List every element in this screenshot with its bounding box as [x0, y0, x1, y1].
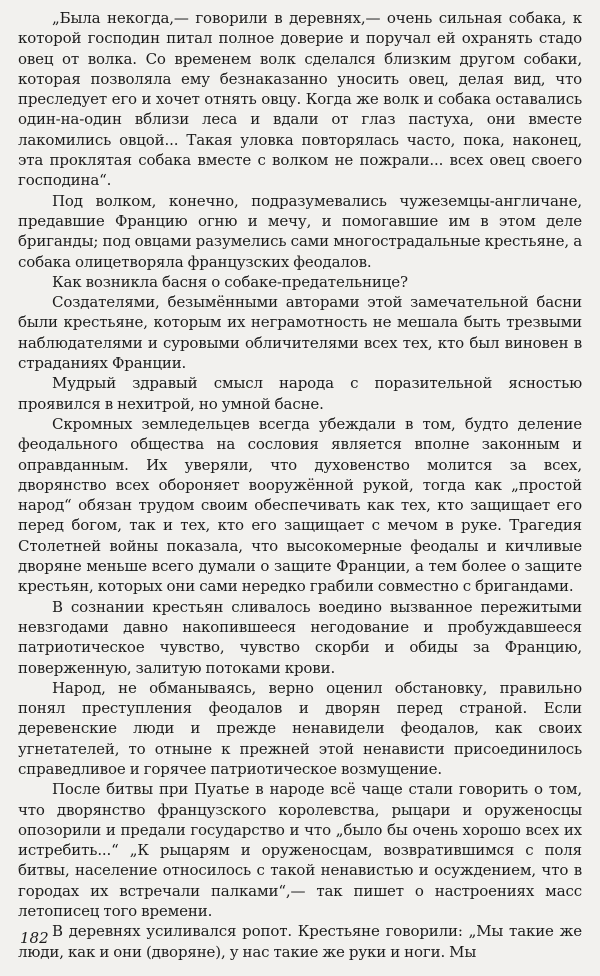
- paragraph-consciousness: В сознании крестьян сливалось воедино вызванное пережитыми невзгодами давно накопившееся негодование и пробуждавшееся патриотическое чувство, чувство скорби и обиды за Францию, поверженную, залитую потоками крови.: [18, 597, 582, 677]
- page-number: 182: [20, 929, 49, 947]
- paragraph-question: Как возникла басня о собаке-предательнице?: [52, 272, 408, 291]
- paragraph-people: Народ, не обманываясь, верно оценил обстановку, правильно понял преступления феодалов и дворян перед страной. Если деревенские люди и прежде ненавидели феодалов, как своих угнетателей, то отныне к прежней этой ненависти присоединилось справедливое и горячее патриотическое возмущение.: [18, 678, 582, 778]
- paragraph-authors: Создателями, безымёнными авторами этой замечательной басни были крестьяне, которым их неграмотность не мешала быть трезвыми наблюдателями и суровыми обличителями всех тех, кто был виновен в страданиях Франции.: [18, 293, 582, 373]
- paragraph-interpretation: Под волком, конечно, подразумевались чужеземцы-англичане, предавшие Францию огню и мечу, и помогавшие им в этом деле бриганды; под овцами разумелись сами многострадальные крестьяне, а собака олицетворяла французских феодалов.: [18, 191, 582, 271]
- paragraph-fable: „Была некогда,— говорили в деревнях,— очень сильная собака, к которой господин питал полное доверие и поручал ей охранять стадо овец от волка. Со временем волк сделался близким другом собаки, которая позволяла ему безнаказанно уносить овец, делая вид, что преследует его и хочет отнять овцу. Когда же волк и собака оставались один-на-один вблизи леса и вдали от глаз пастуха, они вместе лакомились овцой... Такая уловка повторялась часто, пока, наконец, эта проклятая собака вместе с волком не пожрали... всех овец своего господина“.: [18, 9, 582, 190]
- paragraph-villages: В деревнях усиливался ропот. Крестьяне говорили: „Мы такие же люди, как и они (дворяне), у нас такие же руки и ноги. Мы: [18, 922, 582, 961]
- paragraph-estates: Скромных земледельцев всегда убеждали в том, будто деление феодального общества на сословия является вполне законным и оправданным. Их уверяли, что духовенство молится за всех, дворянство всех обороняет вооружённой рукой, тогда как „простой народ“ обязан трудом своим обеспечивать как тех, кто защищает его перед богом, так и тех, кто его защищает с мечом в руке. Трагедия Столетней войны показала, что высокомерные феодалы и кичливые дворяне меньше всего думали о защите Франции, а тем более о защите крестьян, которых они сами нередко грабили совместно с бригандами.: [18, 414, 582, 596]
- paragraph-common-sense: Мудрый здравый смысл народа с поразительной ясностью проявился в нехитрой, но умной басне.: [18, 374, 582, 413]
- paragraph-poitiers: После битвы при Пуатье в народе всё чаще стали говорить о том, что дворянство французского королевства, рыцари и оруженосцы опозорили и предали государство и что „было бы очень хорошо всех их истребить...“ „К рыцарям и оруженосцам, возвратившимся с поля битвы, население относилось с такой ненавистью и осуждением, что в городах их встречали палками“,— так пишет о настроениях масс летописец того времени.: [18, 780, 582, 921]
